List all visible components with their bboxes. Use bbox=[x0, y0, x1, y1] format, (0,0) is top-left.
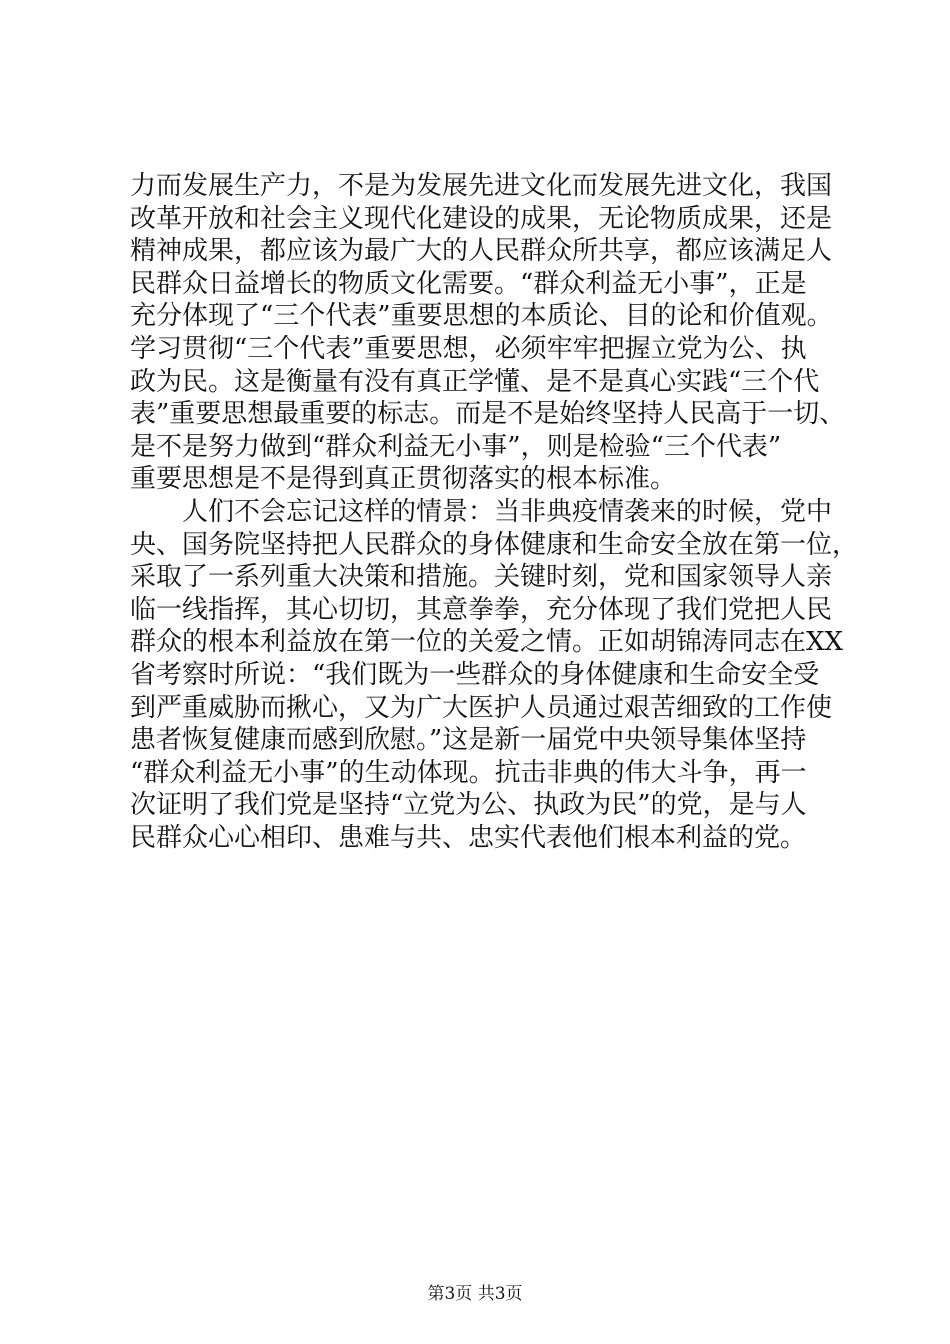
text-line: 重要思想是不是得到真正贯彻落实的根本标准。 bbox=[130, 464, 677, 495]
text-line: 充分体现了“三个代表”重要思想的本质论、目的论和价值观。 bbox=[130, 301, 833, 332]
text-line: 学习贯彻“三个代表”重要思想，必须牢牢把握立党为公、执 bbox=[130, 333, 807, 364]
text-line: 政为民。这是衡量有没有真正学懂、是不是真心实践“三个代 bbox=[130, 366, 820, 397]
body-text bbox=[130, 170, 859, 854]
text-line: 改革开放和社会主义现代化建设的成果，无论物质成果，还是 bbox=[130, 203, 833, 234]
text-line: 民群众心心相印、患难与共、忠实代表他们根本利益的党。 bbox=[130, 822, 807, 853]
text-line: 是不是努力做到“群众利益无小事”，则是检验“三个代表” bbox=[130, 431, 782, 462]
text-line: 民群众日益增长的物质文化需要。“群众利益无小事”，正是 bbox=[130, 268, 807, 299]
text-line: “群众利益无小事”的生动体现。抗击非典的伟大斗争，再一 bbox=[130, 757, 807, 788]
text-line: 群众的根本利益放在第一位的关爱之情。正如胡锦涛同志在XX bbox=[130, 627, 844, 658]
text-line: 采取了一系列重大决策和措施。关键时刻，党和国家领导人亲 bbox=[130, 562, 833, 593]
text-line: 次证明了我们党是坚持“立党为公、执政为民”的党，是与人 bbox=[130, 790, 807, 821]
text-line: 到严重威胁而揪心，又为广大医护人员通过艰苦细致的工作使 bbox=[130, 692, 833, 723]
text-line: 人们不会忘记这样的情景：当非典疫情袭来的时候，党中 bbox=[130, 496, 833, 527]
page-number-footer: 第3页 共3页 bbox=[427, 1284, 523, 1304]
text-line: 央、国务院坚持把人民群众的身体健康和生命安全放在第一位， bbox=[130, 529, 859, 560]
text-line: 力而发展生产力，不是为发展先进文化而发展先进文化，我国 bbox=[130, 171, 833, 201]
text-line: 省考察时所说：“我们既为一些群众的身体健康和生命安全受 bbox=[130, 659, 820, 690]
text-line: 患者恢复健康而感到欣慰。”这是新一届党中央领导集体坚持 bbox=[130, 725, 807, 756]
text-line: 临一线指挥，其心切切，其意拳拳，充分体现了我们党把人民 bbox=[130, 594, 833, 625]
text-line: 精神成果，都应该为最广大的人民群众所共享，都应该满足人 bbox=[130, 236, 833, 267]
text-line: 表”重要思想最重要的标志。而是不是始终坚持人民高于一切、 bbox=[130, 399, 846, 430]
